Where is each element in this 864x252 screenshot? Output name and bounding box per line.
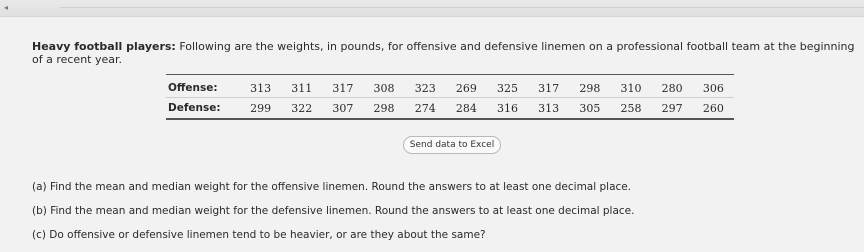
table-cell: 323 xyxy=(405,75,446,98)
table-cell: 306 xyxy=(693,75,734,98)
table-cell: 297 xyxy=(652,98,693,120)
table-cell: 284 xyxy=(446,98,487,120)
send-to-excel-button[interactable]: Send data to Excel xyxy=(403,136,501,154)
table-cell: 299 xyxy=(240,98,281,120)
table-cell: 274 xyxy=(405,98,446,120)
scroll-arrow-icon: ◂ xyxy=(4,3,9,12)
problem-title: Heavy football players: xyxy=(32,40,176,53)
table-cell: 313 xyxy=(528,98,569,120)
table-cell: 313 xyxy=(240,75,281,98)
table-cell: 317 xyxy=(322,75,363,98)
row-label: Defense: xyxy=(166,98,240,120)
table-cell: 269 xyxy=(446,75,487,98)
table-cell: 311 xyxy=(281,75,322,98)
table-cell: 325 xyxy=(487,75,528,98)
table-cell: 317 xyxy=(528,75,569,98)
table-cell: 305 xyxy=(569,98,610,120)
table-cell: 298 xyxy=(363,98,404,120)
question-b: (b) Find the mean and median weight for the defensive linemen. Round the answers to at least one decimal place. xyxy=(32,205,635,217)
table-cell: 310 xyxy=(610,75,651,98)
table-cell: 308 xyxy=(363,75,404,98)
table-cell: 316 xyxy=(487,98,528,120)
question-a: (a) Find the mean and median weight for the offensive linemen. Round the answers to at least one decimal place. xyxy=(32,181,632,193)
problem-statement xyxy=(32,40,857,66)
data-table xyxy=(166,74,734,120)
row-label: Offense: xyxy=(166,75,240,98)
question-c: (c) Do offensive or defensive linemen tend to be heavier, or are they about the same? xyxy=(32,229,486,241)
top-divider xyxy=(60,7,864,8)
table-cell: 258 xyxy=(610,98,651,120)
table-cell: 307 xyxy=(322,98,363,120)
table-cell: 322 xyxy=(281,98,322,120)
top-bar xyxy=(0,0,864,17)
problem-text: Following are the weights, in pounds, for offensive and defensive linemen on a professional football team at the beginning of a recent year. xyxy=(32,40,855,66)
table-cell: 280 xyxy=(652,75,693,98)
table-cell: 298 xyxy=(569,75,610,98)
table-cell: 260 xyxy=(693,98,734,120)
table-row-offense xyxy=(166,75,734,98)
table-row-defense xyxy=(166,98,734,120)
